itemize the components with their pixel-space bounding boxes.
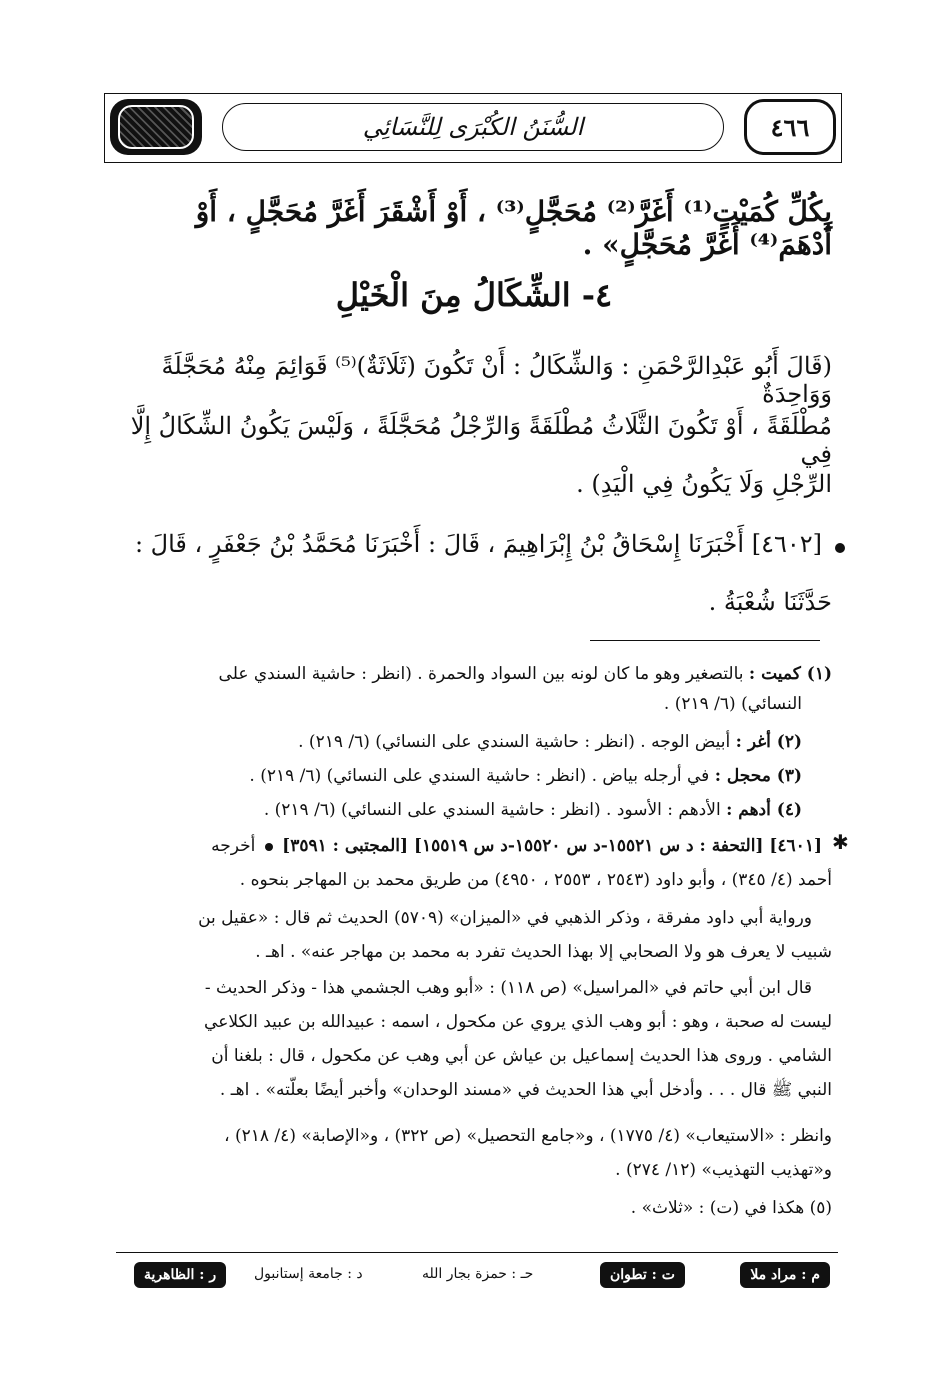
bullet-icon bbox=[265, 843, 273, 851]
footnote-4 bbox=[112, 798, 802, 822]
takhrij-line: و«تهذيب التهذيب» (١٢/ ٢٧٤) . bbox=[615, 1160, 832, 1180]
takhrij-text: أخرجه bbox=[211, 836, 256, 856]
footnote-text: الأدهم : الأسود . (انظر : حاشية السندي على النسائي) (٦/ ٢١٩) . bbox=[263, 800, 721, 820]
footnote-label: (٤) أدهم : bbox=[726, 800, 802, 820]
footnote-5: (٥) هكذا في (ت) : «ثلاث» . bbox=[630, 1198, 832, 1218]
takhrij-refs: [٤٦٠١] [التحفة : د س ١٥٥٢١-د س ١٥٥٢٠-د س ١٥٥١٩] [المجتبى : ٣٥٩١] bbox=[282, 836, 822, 856]
manuscript-badge-m: م : مراد ملا bbox=[740, 1262, 830, 1288]
hadith-text-end: بِكُلِّ كُمَيْتٍ⁽¹⁾ أَغَرَّ⁽²⁾ مُحَجَّلٍ⁽³⁾ ، أَوْ أَشْقَرَ أَغَرَّ مُحَجَّلٍ ، أَوْ أَدْهَمَ⁽⁴⁾ أَغَرَّ مُحَجَّلٍ» . bbox=[195, 195, 832, 261]
takhrij-line bbox=[112, 834, 822, 858]
ornament-left bbox=[110, 99, 202, 155]
footnote-3 bbox=[112, 764, 802, 788]
hadith-line: حَدَّثَنَا شُعْبَةُ . bbox=[708, 588, 832, 616]
footnote-divider bbox=[590, 640, 820, 641]
footnote-2 bbox=[112, 730, 802, 754]
footnote-1 bbox=[112, 662, 832, 686]
footnote-label: (١) كميت : bbox=[748, 664, 832, 684]
manuscript-d: د : جامعة إستانبول bbox=[254, 1266, 363, 1282]
takhrij-line: وانظر : «الاستيعاب» (٤/ ١٧٧٥) ، و«جامع التحصيل» (ص ٣٢٢) ، و«الإصابة» (٤/ ٢١٨) ، bbox=[224, 1126, 832, 1146]
commentary-line: مُطْلَقَةً ، أَوْ تَكُونَ الثَّلَاثُ مُطْلَقَةً وَالرِّجْلُ مُحَجَّلَةً ، وَلَيْسَ يَكُونُ الشِّكَالُ إِلَّا فِي bbox=[130, 412, 832, 468]
footnote-1-continued: النسائي) (٦/ ٢١٩) . bbox=[663, 694, 802, 714]
takhrij-line: النبي ﷺ قال . . . وأدخل أبي هذا الحديث في «مسند الوحدان» وأخبر أيضًا بعلّته» . اهـ . bbox=[219, 1080, 832, 1100]
manuscript-badge-t: ت : تطوان bbox=[600, 1262, 685, 1288]
page-number: ٤٦٦ bbox=[744, 99, 836, 155]
takhrij-line: ورواية أبي داود مفرقة ، وذكر الذهبي في «الميزان» (٥٧٠٩) الحديث ثم قال : «عقيل بن bbox=[198, 908, 812, 928]
takhrij-line: أحمد (٤/ ٣٤٥) ، وأبو داود (٢٥٤٣ ، ٢٥٥٣ ، ٤٩٥٠) من طريق محمد بن المهاجر بنحوه . bbox=[239, 870, 832, 890]
footnote-text: أبيض الوجه . (انظر : حاشية السندي على النسائي) (٦/ ٢١٩) . bbox=[298, 732, 731, 752]
section-title: ٤- الشِّكَالُ مِنَ الْخَيْلِ bbox=[335, 276, 613, 314]
manuscript-h: حـ : حمزة بجار الله bbox=[422, 1266, 534, 1282]
bullet-icon bbox=[835, 543, 845, 553]
footnote-label: (٣) محجل : bbox=[714, 766, 802, 786]
footnote-label: (٢) أغر : bbox=[735, 732, 802, 752]
commentary-line: الرِّجْلِ وَلَا يَكُونُ فِي الْيَدِ) . bbox=[576, 470, 832, 498]
manuscript-badge-r: ر : الظاهرية bbox=[134, 1262, 226, 1288]
footnote-text: بالتصغير وهو ما كان لونه بين السواد والحمرة . (انظر : حاشية السندي على bbox=[218, 664, 744, 684]
takhrij-line: شبيب لا يعرف هو ولا الصحابي إلا بهذا الحديث تفرد به محمد بن مهاجر عنه» . اهـ . bbox=[255, 942, 832, 962]
takhrij-line: الشامي . وروى هذا الحديث إسماعيل بن عياش عن أبي وهب عن مكحول ، قال : بلغنا أن bbox=[211, 1046, 832, 1066]
asterisk-icon: ✱ bbox=[832, 830, 849, 854]
footer-divider bbox=[116, 1252, 838, 1253]
takhrij-line: ليست له صحبة ، وهو : أبو وهب الذي يروي عن مكحول ، اسمه : عبيدالله بن عبيد الكلاعي bbox=[204, 1012, 832, 1032]
page-header bbox=[104, 93, 842, 163]
footnote-text: في أرجله بياض . (انظر : حاشية السندي على النسائي) (٦/ ٢١٩) . bbox=[249, 766, 710, 786]
commentary-line: (قَالَ أَبُو عَبْدِالرَّحْمَنِ : وَالشِّكَالُ : أَنْ تَكُونَ (ثَلَاثَةٌ)⁽⁵⁾ قَوَائِمَ مِنْهُ مُحَجَّلَةً وَوَاحِدَةٌ bbox=[161, 352, 832, 408]
takhrij-line: قال ابن أبي حاتم في «المراسيل» (ص ١١٨) : «أبو وهب الجشمي هذا - وذكر الحديث - bbox=[204, 978, 812, 998]
book-title: السُّنَنُ الكُبْرَى لِلنَّسَائِي bbox=[222, 103, 724, 151]
hadith-line: [٤٦٠٢] أَخْبَرَنَا إِسْحَاقُ بْنُ إِبْرَاهِيمَ ، قَالَ : أَخْبَرَنَا مُحَمَّدُ بْنُ جَعْفَرٍ ، قَالَ : bbox=[134, 530, 822, 558]
